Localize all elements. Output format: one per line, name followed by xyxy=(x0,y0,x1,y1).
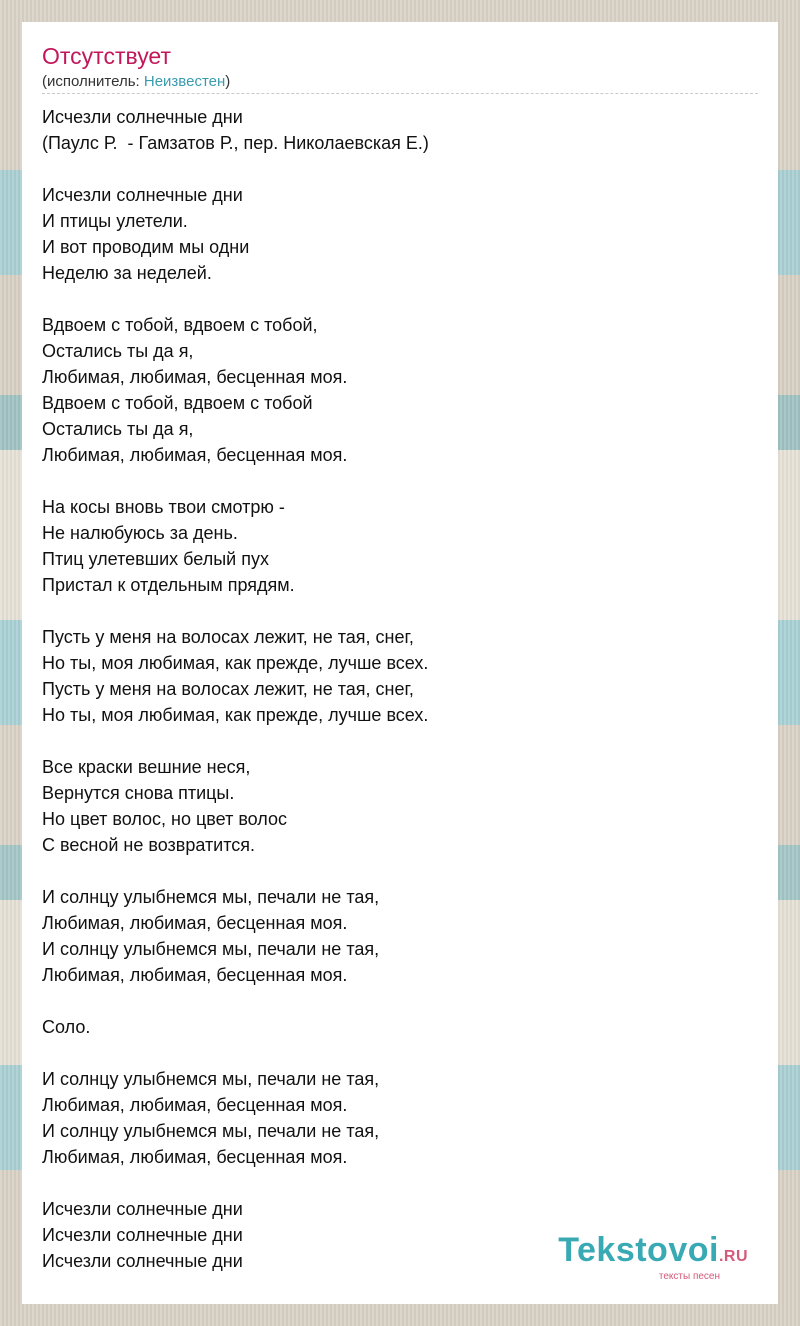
lyric-line: Вернутся снова птицы. xyxy=(42,783,235,803)
lyric-line xyxy=(42,598,758,624)
lyric-line xyxy=(42,468,758,494)
artist-line xyxy=(42,72,230,92)
lyric-line: Любимая, любимая, бесценная моя. xyxy=(42,445,348,465)
artist-prefix: (исполнитель: xyxy=(42,73,144,90)
artist-link[interactable]: Неизвестен xyxy=(143,73,226,90)
lyric-line: Исчезли солнечные дни xyxy=(42,1251,243,1271)
watermark-name: Tekstovoi xyxy=(558,1231,719,1269)
lyric-line: Любимая, любимая, бесценная моя. xyxy=(42,913,348,933)
lyric-line: Но ты, моя любимая, как прежде, лучше всех. xyxy=(42,653,429,673)
watermark-logo xyxy=(558,1233,748,1274)
lyric-line: И солнцу улыбнемся мы, печали не тая, xyxy=(42,1121,380,1141)
lyric-line: Любимая, любимая, бесценная моя. xyxy=(42,367,348,387)
lyric-line: Вдвоем с тобой, вдвоем с тобой xyxy=(42,393,313,413)
lyric-line: И солнцу улыбнемся мы, печали не тая, xyxy=(42,1069,380,1089)
lyric-line: Не налюбуюсь за день. xyxy=(42,523,238,543)
song-title: Отсутствует xyxy=(42,43,171,69)
lyrics-card xyxy=(22,22,778,1304)
lyric-line: Остались ты да я, xyxy=(42,341,194,361)
lyric-line: Вдвоем с тобой, вдвоем с тобой, xyxy=(42,315,318,335)
watermark-tagline: тексты песен xyxy=(658,1271,720,1282)
lyric-line: И птицы улетели. xyxy=(42,211,188,231)
lyric-line: Любимая, любимая, бесценная моя. xyxy=(42,965,348,985)
lyric-line: И вот проводим мы одни xyxy=(42,237,250,257)
lyric-line: Все краски вешние неся, xyxy=(42,757,251,777)
lyric-line: Исчезли солнечные дни xyxy=(42,185,243,205)
lyric-line: Исчезли солнечные дни xyxy=(42,107,243,127)
lyric-line: И солнцу улыбнемся мы, печали не тая, xyxy=(42,939,380,959)
lyric-line xyxy=(42,286,758,312)
lyric-line: Но цвет волос, но цвет волос xyxy=(42,809,288,829)
lyric-line xyxy=(42,858,758,884)
lyric-line: Птиц улетевших белый пух xyxy=(42,549,269,569)
lyric-line: С весной не возвратится. xyxy=(42,835,256,855)
lyrics-text xyxy=(42,104,758,1274)
lyric-line xyxy=(42,1040,758,1066)
lyric-line: Пристал к отдельным прядям. xyxy=(42,575,295,595)
lyric-line xyxy=(42,156,758,182)
lyric-line xyxy=(42,1170,758,1196)
lyric-line: Пусть у меня на волосах лежит, не тая, снег, xyxy=(42,679,414,699)
site-watermark xyxy=(558,1233,748,1282)
lyric-line xyxy=(42,988,758,1014)
lyric-line: Но ты, моя любимая, как прежде, лучше всех. xyxy=(42,705,429,725)
lyric-line: Любимая, любимая, бесценная моя. xyxy=(42,1095,348,1115)
lyric-line xyxy=(42,728,758,754)
lyric-line: Исчезли солнечные дни xyxy=(42,1199,243,1219)
lyric-line: Исчезли солнечные дни xyxy=(42,1225,243,1245)
lyric-line: Остались ты да я, xyxy=(42,419,194,439)
lyric-line: На косы вновь твои смотрю - xyxy=(42,497,285,517)
lyric-line: Любимая, любимая, бесценная моя. xyxy=(42,1147,348,1167)
header-divider xyxy=(42,93,758,94)
artist-suffix: ) xyxy=(225,73,231,90)
lyric-line: (Паулс Р. - Гамзатов Р., пер. Николаевская Е.) xyxy=(42,133,429,153)
lyric-line: Пусть у меня на волосах лежит, не тая, снег, xyxy=(42,627,414,647)
watermark-tld: .RU xyxy=(718,1248,748,1265)
lyric-line: Соло. xyxy=(42,1017,91,1037)
lyric-line: Неделю за неделей. xyxy=(42,263,212,283)
lyric-line: И солнцу улыбнемся мы, печали не тая, xyxy=(42,887,380,907)
